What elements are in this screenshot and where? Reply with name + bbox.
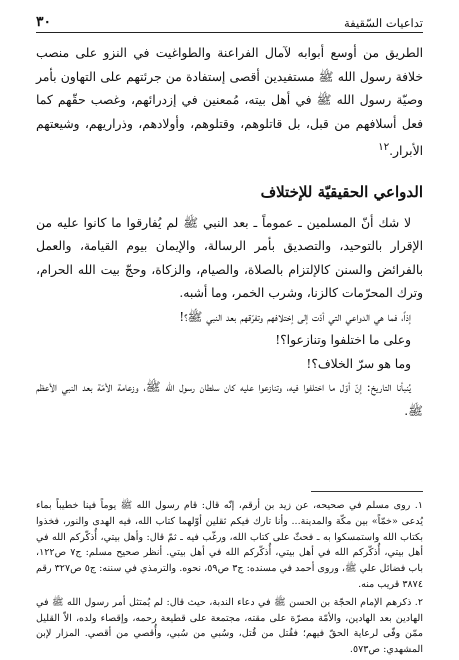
main-text bbox=[36, 42, 423, 423]
question-2: وعلى ما اختلفوا وتنازعوا؟! bbox=[275, 333, 411, 348]
section-heading: الدواعي الحقيقيّة للإختلاف bbox=[260, 182, 423, 201]
running-title: تداعيات السّقيفة bbox=[344, 16, 423, 30]
footnote-ref-2: ٢ bbox=[383, 141, 390, 153]
running-header bbox=[36, 8, 423, 30]
footnote-1: ١. روى مسلم في صحيحه، عن زيد بن أرقم، إنّه قال: قام رسول الله ﷺ يوماً فينا خطيباً بماء يُدعى «خمّاً» بين مكّة والمدينة... وأنا تارك فيكم ثقلين أوّلهما كتاب الله، فيه الهدى والنور، فخذوا بكتاب الله واستمسكوا به ـ فحثّ على كتاب الله، ورغّب فيه ـ ثمّ قال: وأهل بيتي، أُذكّركم الله في أهل بيتي، أُذكّركم الله في أهل بيتي، أُذكّركم الله في أهل بيتي. أنظر صحيح مسلم: ج٧ ص١٢٢، باب فضائل علي ﷺ، وروى أحمد في مسنده: ج٣ ص٥٩، نحوه. والترمذي في سننه: ج٥ ص٣٢٧ رقم ٣٨٧٤ قريب منه. bbox=[35, 500, 423, 590]
question-3: وما هو سرّ الخلاف؟! bbox=[306, 356, 411, 371]
page-number: ٣٠ bbox=[36, 14, 52, 30]
footnotes bbox=[36, 498, 423, 660]
paragraph-2: يُنبأنا التاريخ: إنّ أوّل ما اختلفوا فيه، وتنازعوا عليه كان سلطان رسول الله ﷺ، وزعامة الأمّة بعد النبي الأعظم ﷺ. bbox=[36, 380, 423, 418]
footnote-2: ٢. ذكرهم الإمام الحجّة بن الحسن ﷺ في دعاء الندبة، حيث قال: لم يُمتثل أمر رسول الله ﷺ في الهادين بعد الهادين، والأمّة مصرّة على مقته، مجتمعة على قطيعة رحمه، وإقصاء ولده، الاّ القليل ممّن وفّى لرعاية الحقّ فيهم؛ فقُتل من قُتل، وسُبي من سُبي، وأُقصي من أقصي. المزار لإبن المشهدي: ص٥٧٣. bbox=[36, 596, 423, 656]
footnote-ref-1: ١ bbox=[378, 141, 384, 153]
question-1: إذاً، فما هي الدواعي التي أدّت إلى إختلافهم وتفرّقهم بعد النبي ﷺ؟! bbox=[179, 309, 411, 324]
intro-paragraph bbox=[36, 42, 423, 164]
header-rule bbox=[36, 32, 423, 33]
footnote-rule bbox=[311, 491, 423, 492]
paragraph-1: لا شك أنّ المسلمين ـ عموماً ـ بعد النبي ﷺ لم يُفارقوا ما كانوا عليه من الإقرار بالتوحيد، والتصديق بأمر الرسالة، والإيمان بيوم القيامة، والعمل بالفرائض والسنن كالإلتزام بالصلاة، والصيام، والزكاة، وحجّ بيت الله الحرام، وترك المحرّمات كالزنا، وشرب الخمر، وما أشبه. bbox=[36, 215, 423, 301]
intro-text: الطريق من أوسع أبوابه لآمال الفراعنة والطواغيت في النزو على منصب خلافة رسول الله ﷺ مستفيدين أقصى إستفادة من جرئتهم على التهاون بأمر وصيّة رسول الله ﷺ في أهل بيته، مُمعنين في إزدرائهم، وغصب حقّهم كما فعل أسلافهم من قبل، بل قاتلوهم، وقتلوهم، وأولادهم، وذراريهم، وشيعتهم الأبرار. bbox=[36, 46, 423, 159]
